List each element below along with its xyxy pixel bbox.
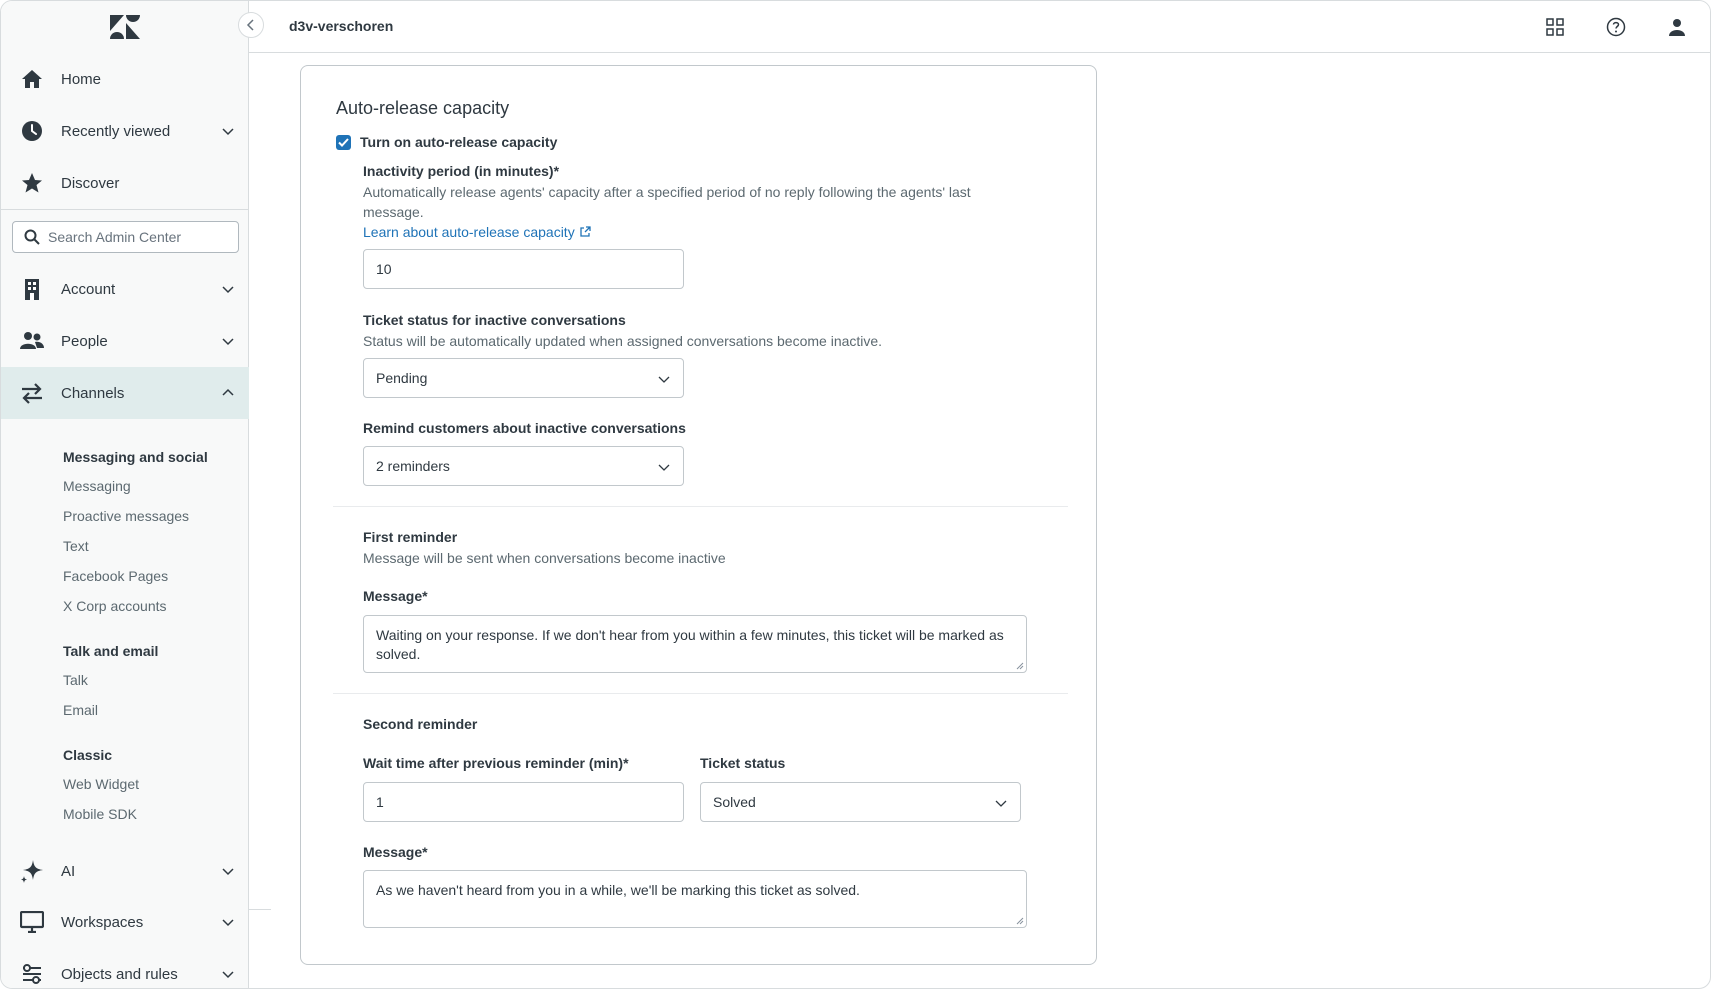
second-message-label: Message* bbox=[363, 844, 428, 860]
sidebar-item-ai[interactable] bbox=[1, 846, 249, 896]
sidebar-item-people[interactable] bbox=[1, 316, 249, 366]
subitem-talk[interactable]: Talk bbox=[63, 672, 88, 688]
chevron-down-icon bbox=[221, 124, 235, 138]
first-message-text: Waiting on your response. If we don't hear from you within a few minutes, this ticket will be marked as solved. bbox=[376, 627, 1004, 662]
subitem-messaging[interactable]: Messaging bbox=[63, 478, 131, 494]
chevron-left-icon bbox=[246, 19, 256, 31]
chevron-down-icon bbox=[657, 372, 671, 386]
sidebar-divider bbox=[1, 209, 249, 210]
page-title: d3v-verschoren bbox=[289, 18, 394, 34]
resize-grip-icon[interactable] bbox=[1016, 917, 1024, 925]
first-message-textarea[interactable] bbox=[363, 615, 1027, 673]
section-divider bbox=[333, 693, 1068, 694]
subgroup-talk-and-email: Talk and email bbox=[63, 643, 159, 659]
help-icon[interactable] bbox=[1604, 15, 1628, 39]
chevron-down-icon bbox=[221, 967, 235, 981]
chevron-down-icon bbox=[221, 282, 235, 296]
sidebar-item-objects-and-rules[interactable] bbox=[1, 949, 249, 989]
second-message-text: As we haven't heard from you in a while, we'll be marking this ticket as solved. bbox=[376, 882, 860, 898]
inactivity-period-input[interactable] bbox=[363, 249, 684, 289]
second-status-label: Ticket status bbox=[700, 755, 786, 771]
sidebar bbox=[1, 1, 249, 989]
check-icon bbox=[338, 138, 349, 147]
auto-release-checkbox[interactable] bbox=[336, 135, 351, 150]
chevron-down-icon bbox=[221, 334, 235, 348]
wait-time-input[interactable] bbox=[363, 782, 684, 822]
sidebar-item-label: AI bbox=[61, 862, 76, 880]
arrows-icon bbox=[19, 380, 45, 406]
learn-more-link-text[interactable]: Learn about auto-release capacity bbox=[363, 224, 575, 240]
subgroup-classic: Classic bbox=[63, 747, 113, 763]
first-message-label: Message* bbox=[363, 588, 428, 604]
inactivity-period-value: 10 bbox=[376, 261, 392, 277]
sidebar-item-channels[interactable] bbox=[1, 367, 249, 419]
chevron-down-icon bbox=[221, 864, 235, 878]
subitem-proactive-messages[interactable]: Proactive messages bbox=[63, 508, 190, 524]
building-icon bbox=[19, 276, 45, 302]
inactivity-label: Inactivity period (in minutes)* bbox=[363, 163, 560, 179]
sidebar-item-label: Workspaces bbox=[61, 913, 144, 931]
first-reminder-hint: Message will be sent when conversations become inactive bbox=[363, 550, 726, 566]
sidebar-item-label: People bbox=[61, 332, 108, 350]
remind-select[interactable] bbox=[363, 446, 684, 486]
sidebar-item-home[interactable] bbox=[1, 54, 249, 104]
zendesk-logo[interactable] bbox=[110, 15, 140, 39]
section-heading: Auto-release capacity bbox=[336, 98, 510, 118]
chevron-down-icon bbox=[994, 796, 1008, 810]
checkbox-label: Turn on auto-release capacity bbox=[360, 134, 558, 150]
collapse-sidebar-button[interactable] bbox=[238, 12, 264, 38]
second-status-select[interactable] bbox=[700, 782, 1021, 822]
chevron-up-icon bbox=[221, 386, 235, 400]
remind-value: 2 reminders bbox=[376, 458, 450, 474]
second-message-textarea[interactable] bbox=[363, 870, 1027, 928]
sidebar-item-label: Channels bbox=[61, 384, 125, 402]
auto-release-checkbox-row[interactable] bbox=[336, 134, 557, 150]
external-link-icon bbox=[579, 226, 591, 238]
subitem-email[interactable]: Email bbox=[63, 702, 99, 718]
subitem-facebook-pages[interactable]: Facebook Pages bbox=[63, 568, 169, 584]
subgroup-messaging-and-social: Messaging and social bbox=[63, 449, 208, 465]
subitem-mobile-sdk[interactable]: Mobile SDK bbox=[63, 806, 137, 822]
subitem-web-widget[interactable]: Web Widget bbox=[63, 776, 139, 792]
people-icon bbox=[19, 328, 45, 354]
main-content bbox=[249, 53, 1711, 989]
monitor-icon bbox=[19, 909, 45, 935]
wait-time-value: 1 bbox=[376, 794, 384, 810]
ticket-status-hint: Status will be automatically updated when assigned conversations become inactive. bbox=[363, 333, 883, 349]
sidebar-item-label: Home bbox=[61, 70, 102, 88]
chevron-down-icon bbox=[657, 460, 671, 474]
sparkle-icon bbox=[19, 858, 45, 884]
learn-more-link[interactable] bbox=[363, 224, 591, 240]
ticket-status-label: Ticket status for inactive conversations bbox=[363, 312, 626, 328]
ticket-status-value: Pending bbox=[376, 370, 428, 386]
top-header bbox=[249, 1, 1711, 53]
sidebar-item-account[interactable] bbox=[1, 264, 249, 314]
subitem-text[interactable]: Text bbox=[63, 538, 89, 554]
search-icon bbox=[24, 229, 40, 245]
section-divider bbox=[333, 506, 1068, 507]
sidebar-item-label: Recently viewed bbox=[61, 122, 171, 140]
sidebar-item-label: Discover bbox=[61, 174, 120, 192]
rules-icon bbox=[19, 961, 45, 987]
sidebar-item-recently-viewed[interactable] bbox=[1, 106, 249, 156]
resize-grip-icon[interactable] bbox=[1016, 662, 1024, 670]
home-icon bbox=[19, 66, 45, 92]
search-box[interactable] bbox=[12, 221, 239, 253]
wait-time-label: Wait time after previous reminder (min)* bbox=[363, 755, 629, 771]
star-icon bbox=[19, 170, 45, 196]
sidebar-item-label: Account bbox=[61, 280, 116, 298]
clock-icon bbox=[19, 118, 45, 144]
sidebar-item-workspaces[interactable] bbox=[1, 897, 249, 947]
auto-release-card bbox=[300, 65, 1097, 965]
second-reminder-title: Second reminder bbox=[363, 716, 478, 732]
subitem-x-corp-accounts[interactable]: X Corp accounts bbox=[63, 598, 167, 614]
sidebar-item-discover[interactable] bbox=[1, 158, 249, 208]
second-status-value: Solved bbox=[713, 794, 756, 810]
search-input[interactable] bbox=[48, 229, 228, 245]
inactivity-hint: Automatically release agents' capacity after a specified period of no reply following the agents' last message. bbox=[363, 184, 971, 220]
chevron-down-icon bbox=[221, 915, 235, 929]
sidebar-item-label: Objects and rules bbox=[61, 965, 178, 983]
first-reminder-title: First reminder bbox=[363, 529, 458, 545]
apps-grid-icon[interactable] bbox=[1543, 15, 1567, 39]
remind-label: Remind customers about inactive conversations bbox=[363, 420, 686, 436]
ticket-status-select[interactable] bbox=[363, 358, 684, 398]
user-icon[interactable] bbox=[1665, 15, 1689, 39]
